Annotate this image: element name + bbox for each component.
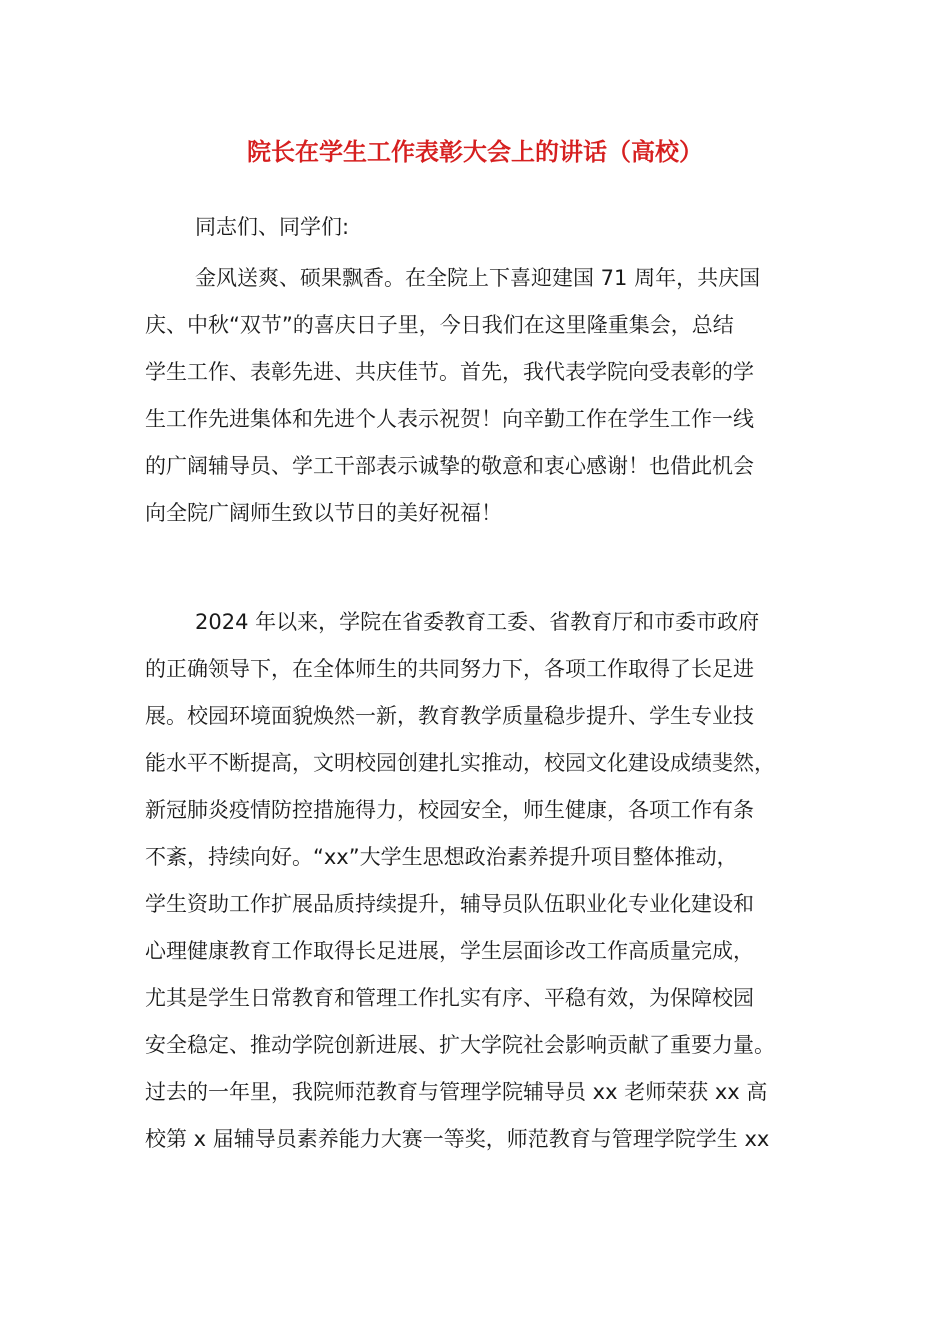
- paragraph-line: 学生工作、表彰先进、共庆佳节。首先，我代表学院向受表彰的学: [145, 360, 754, 384]
- paragraph-line: 新冠肺炎疫情防控措施得力，校园安全，师生健康，各项工作有条: [145, 798, 754, 822]
- paragraph-line: 2024 年以来，学院在省委教育工委、省教育厅和市委市政府: [195, 610, 760, 634]
- paragraph-line: 生工作先进集体和先进个人表示祝贺！向辛勤工作在学生工作一线: [145, 407, 754, 431]
- paragraph-line: 过去的一年里，我院师范教育与管理学院辅导员 xx 老师荣获 xx 高: [145, 1080, 768, 1104]
- paragraph-line: 不紊，持续向好。“xx”大学生思想政治素养提升项目整体推动，: [145, 845, 738, 869]
- paragraph-line: 校第 x 届辅导员素养能力大赛一等奖，师范教育与管理学院学生 xx: [145, 1127, 770, 1151]
- paragraph-1: [145, 255, 809, 537]
- paragraph-line: 向全院广阔师生致以节日的美好祝福！: [145, 501, 502, 525]
- paragraph-line: 尤其是学生日常教育和管理工作扎实有序、平稳有效，为保障校园: [145, 986, 754, 1010]
- paragraph-line: 学生资助工作扩展品质持续提升，辅导员队伍职业化专业化建设和: [145, 892, 754, 916]
- paragraph-2: [145, 599, 809, 1163]
- paragraph-line: 的正确领导下，在全体师生的共同努力下，各项工作取得了长足进: [145, 657, 754, 681]
- paragraph-line: 庆、中秋“双节”的喜庆日子里，今日我们在这里隆重集会，总结: [145, 313, 734, 337]
- paragraph-line: 展。校园环境面貌焕然一新，教育教学质量稳步提升、学生专业技: [145, 704, 754, 728]
- document-title: 院长在学生工作表彰大会上的讲话（高校）: [247, 138, 703, 166]
- greeting: 同志们、同学们:: [195, 215, 350, 239]
- paragraph-line: 安全稳定、推动学院创新进展、扩大学院社会影响贡献了重要力量。: [145, 1033, 775, 1057]
- paragraph-line: 的广阔辅导员、学工干部表示诚挚的敬意和衷心感谢！也借此机会: [145, 454, 754, 478]
- paragraph-line: 金风送爽、硕果飘香。在全院上下喜迎建国 71 周年，共庆国: [195, 266, 761, 290]
- paragraph-line: 能水平不断提高，文明校园创建扎实推动，校园文化建设成绩斐然，: [145, 751, 775, 775]
- paragraph-line: 心理健康教育工作取得长足进展，学生层面诊改工作高质量完成，: [145, 939, 754, 963]
